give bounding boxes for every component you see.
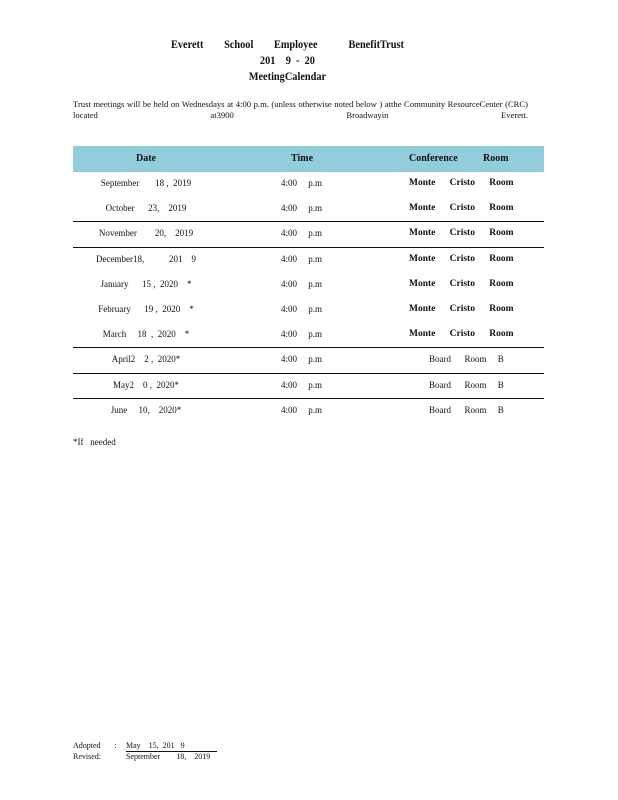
header-room: Room [483,153,509,164]
meeting-room: Monte Cristo Room [409,178,514,188]
footnote-if-needed: *If needed [73,437,116,447]
header-date: Date [136,153,156,164]
meeting-calendar-table [73,146,544,424]
meeting-time: 4:00 p.m [281,379,323,390]
table-row [73,374,544,399]
table-header-row [73,146,544,172]
header-time: Time [291,153,314,164]
meeting-room: Board Room B [429,404,504,415]
revised-date: September 18, 2019 [126,752,211,761]
meeting-time: 4:00 p.m [281,228,323,239]
meeting-time: 4:00 p.m [281,278,323,289]
intro-text: Trust meetings will be held on Wednesdays at 4:00 p.m. (unless otherwise noted below ) atthe Community ResourceCenter (CRC) located at3900 Broadwayin Everett. [73,99,528,120]
meeting-time: 4:00 p.m [281,178,323,188]
meeting-room: Monte Cristo Room [409,253,514,264]
table-row [73,323,544,348]
table-body [73,172,544,424]
meeting-time: 4:00 p.m [281,253,323,264]
table-row [73,273,544,298]
title-line-calendar: MeetingCalendar [248,69,327,83]
meeting-date: April2 2 , 2020* [111,354,181,365]
meeting-date: June 10, 2020* [110,404,182,415]
meeting-room: Monte Cristo Room [409,329,514,340]
table-row [73,248,544,273]
meeting-room: Monte Cristo Room [409,203,514,214]
meeting-time: 4:00 p.m [281,354,323,365]
meeting-date: October 23, 2019 [105,203,187,214]
adopted-label: Adopted : [73,741,117,750]
intro-paragraph [73,99,528,121]
meeting-time: 4:00 p.m [281,203,323,214]
meeting-date: January 15 , 2020 * [100,278,192,289]
table-row [73,172,544,197]
meeting-date: May2 0 , 2020* [113,379,179,390]
meeting-time: 4:00 p.m [281,404,323,415]
meeting-time: 4:00 p.m [281,303,323,314]
meeting-room: Board Room B [429,379,504,390]
meeting-room: Board Room B [429,354,504,365]
table-row [73,348,544,373]
meeting-date: November 20, 2019 [98,228,194,239]
meeting-date: December18, 201 9 [96,253,196,264]
meeting-date: September 18 , 2019 [100,178,192,188]
header-conference: Conference [409,153,458,164]
document-title [40,36,535,84]
meeting-room: Monte Cristo Room [409,228,514,239]
meeting-room: Monte Cristo Room [409,303,514,314]
meeting-date: March 18 , 2020 * [102,329,190,340]
meeting-time: 4:00 p.m [281,329,323,340]
adopted-date: May 15, 201 9 [126,740,217,752]
title-line-year: 201 9 - 20 [259,53,315,67]
meeting-room: Monte Cristo Room [409,278,514,289]
table-row [73,222,544,247]
table-row [73,197,544,222]
title-line-organization: Everett School Employee BenefitTrust [170,37,404,51]
table-row [73,399,544,424]
revised-label: Revised: [73,752,101,761]
meeting-date: February 19 , 2020 * [98,303,194,314]
table-row [73,298,544,323]
